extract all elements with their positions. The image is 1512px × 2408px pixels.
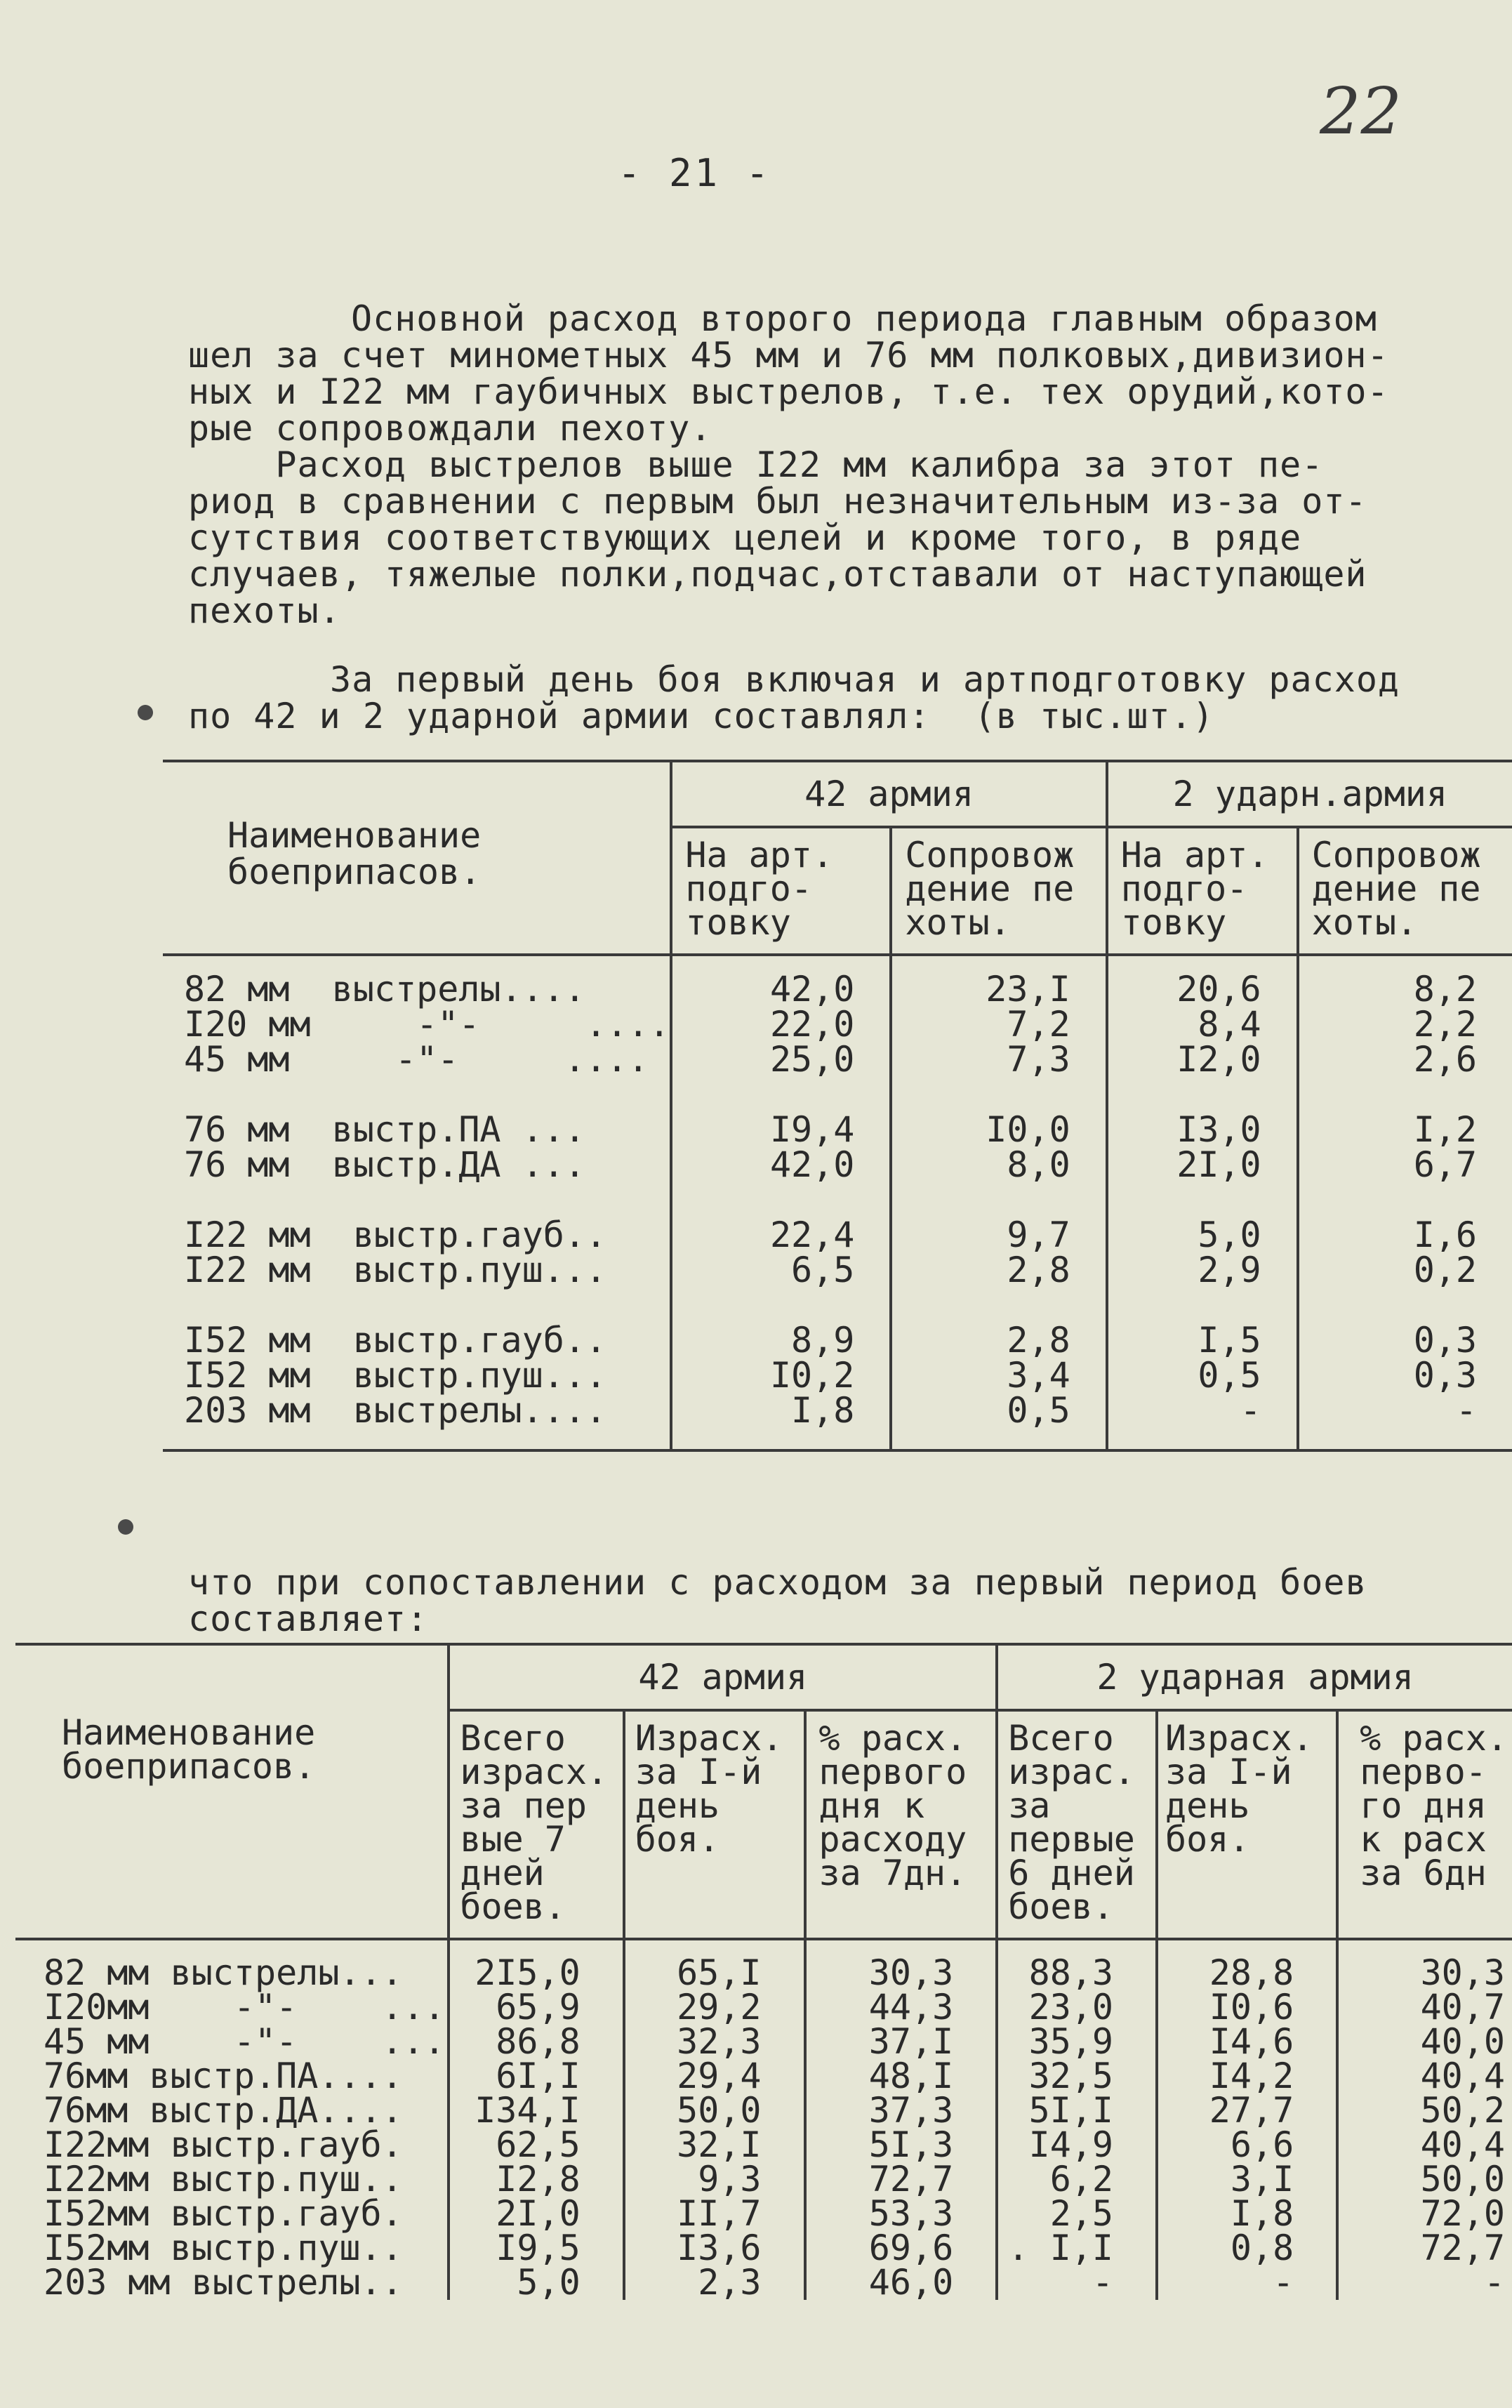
ammo-label: I22 мм выстр.гауб..: [184, 1215, 607, 1255]
value-cell: 72,7: [1420, 2228, 1505, 2268]
value-cell: 2,3: [698, 2262, 762, 2303]
value-cell: 2I5,0: [475, 1952, 581, 1993]
subheader-support: Сопровож дение пе хоты.: [1311, 835, 1481, 943]
value-cell: I3,6: [677, 2228, 762, 2268]
paragraph-line: пехоты.: [188, 590, 341, 631]
value-cell: 2,2: [1413, 1004, 1477, 1045]
value-cell: 2,8: [1007, 1250, 1070, 1290]
subheader-first-day: Израсх. за I-й день боя.: [1165, 1718, 1313, 1860]
paragraph-line: что при сопоставлении с расходом за первый период боев: [188, 1562, 1367, 1603]
group-header-42-army: 42 армия: [449, 1644, 997, 1710]
value-cell: 50,0: [677, 2090, 762, 2131]
name-column-header: Наименование боеприпасов.: [62, 1712, 316, 1787]
value-cell: I,5: [1198, 1320, 1261, 1361]
value-cell: 65,I: [677, 1952, 762, 1993]
value-cell: I,8: [791, 1390, 855, 1431]
ammo-label: I52мм выстр.гауб.: [44, 2193, 403, 2234]
ammo-label: I20мм -"- ...: [44, 1987, 445, 2027]
value-cell: 46,0: [868, 2262, 954, 2303]
paragraph-line: по 42 и 2 ударной армии составлял: (в тыс.шт.): [188, 696, 1214, 736]
value-cell: -: [1455, 1390, 1477, 1431]
paragraph-line: Основной расход второго периода главным образом: [351, 298, 1377, 339]
ammo-label: I52 мм выстр.пуш...: [184, 1355, 607, 1396]
value-cell: 62,5: [496, 2124, 581, 2165]
value-cell: 7,2: [1007, 1004, 1070, 1045]
value-cell: 8,4: [1198, 1004, 1261, 1045]
value-cell: I,6: [1413, 1215, 1477, 1255]
value-cell: -: [1483, 2262, 1505, 2303]
handwritten-page-number: 22: [1320, 74, 1402, 149]
value-cell: 2I,0: [1176, 1144, 1261, 1185]
paragraph-line: Расход выстрелов выше I22 мм калибра за этот пе-: [188, 444, 1324, 485]
paragraph-line: составляет:: [188, 1599, 429, 1639]
value-cell: 27,7: [1209, 2090, 1294, 2131]
value-cell: . I,I: [1007, 2228, 1114, 2268]
value-cell: 32,5: [1028, 2056, 1114, 2096]
value-cell: -: [1240, 1390, 1261, 1431]
ammo-label: 45 мм -"- ....: [184, 1039, 649, 1080]
subheader-percent: % расх. первого дня к расходу за 7дн.: [818, 1718, 967, 1893]
paragraph-line: За первый день боя включая и артподготовку расход: [330, 659, 1400, 700]
value-cell: 2I,0: [496, 2193, 581, 2234]
ammo-label: 45 мм -"- ...: [44, 2021, 445, 2062]
paragraph-line: сутствия соответствующих целей и кроме того, в ряде: [188, 517, 1302, 558]
ammo-label: 203 мм выстрелы....: [184, 1390, 607, 1431]
value-cell: 9,3: [698, 2159, 762, 2199]
value-cell: 69,6: [868, 2228, 954, 2268]
value-cell: 72,7: [868, 2159, 954, 2199]
value-cell: II,7: [677, 2193, 762, 2234]
value-cell: I4,9: [1028, 2124, 1114, 2165]
value-cell: 72,0: [1420, 2193, 1505, 2234]
ammo-label: I52мм выстр.пуш..: [44, 2228, 403, 2268]
value-cell: 6I,I: [496, 2056, 581, 2096]
group-header-2-shock-army: 2 ударн.армия: [1107, 761, 1512, 827]
value-cell: 42,0: [769, 969, 855, 1010]
value-cell: 20,6: [1176, 969, 1261, 1010]
subheader-support: Сопровож дение пе хоты.: [905, 835, 1075, 943]
value-cell: 40,4: [1420, 2124, 1505, 2165]
group-header-42-army: 42 армия: [671, 761, 1106, 827]
ammo-label: 82 мм выстрелы....: [184, 969, 585, 1010]
subheader-total-6-days: Всего израс. за первые 6 дней боев.: [1008, 1718, 1135, 1927]
value-cell: 50,0: [1420, 2159, 1505, 2199]
value-cell: 2,6: [1413, 1039, 1477, 1080]
value-cell: 37,3: [868, 2090, 954, 2131]
paragraph-line: риод в сравнении с первым был незначительным из-за от-: [188, 481, 1367, 522]
value-cell: I4,2: [1209, 2056, 1294, 2096]
value-cell: 7,3: [1007, 1039, 1070, 1080]
ammo-label: I22 мм выстр.пуш...: [184, 1250, 607, 1290]
value-cell: 0,5: [1007, 1390, 1070, 1431]
paragraph-line: ных и I22 мм гаубичных выстрелов, т.е. тех орудий,кото-: [188, 371, 1389, 412]
value-cell: 86,8: [496, 2021, 581, 2062]
value-cell: 35,9: [1028, 2021, 1114, 2062]
value-cell: 28,8: [1209, 1952, 1294, 1993]
value-cell: 23,I: [986, 969, 1070, 1010]
paragraph-line: шел за счет минометных 45 мм и 76 мм полковых,дивизион-: [188, 335, 1389, 376]
value-cell: 44,3: [868, 1987, 954, 2027]
subheader-first-day: Израсх. за I-й день боя.: [635, 1718, 783, 1860]
subheader-percent: % расх. перво- го дня к расх за 6дн: [1360, 1718, 1508, 1893]
value-cell: I4,6: [1209, 2021, 1294, 2062]
paragraph-line: случаев, тяжелые полки,подчас,отставали от наступающей: [188, 554, 1367, 595]
value-cell: 0,2: [1413, 1250, 1477, 1290]
value-cell: 5,0: [517, 2262, 581, 2303]
ammo-label: I52 мм выстр.гауб..: [184, 1320, 607, 1361]
value-cell: 5,0: [1198, 1215, 1261, 1255]
value-cell: 0,8: [1230, 2228, 1294, 2268]
value-cell: 9,7: [1007, 1215, 1070, 1255]
value-cell: 65,9: [496, 1987, 581, 2027]
value-cell: 2,5: [1049, 2193, 1114, 2234]
value-cell: 30,3: [1420, 1952, 1505, 1993]
value-cell: 50,2: [1420, 2090, 1505, 2131]
value-cell: I34,I: [475, 2090, 581, 2131]
paragraph-line: рые сопровождали пехоту.: [188, 408, 712, 449]
value-cell: 3,4: [1007, 1355, 1070, 1396]
value-cell: 0,3: [1413, 1320, 1477, 1361]
value-cell: I0,2: [769, 1355, 855, 1396]
first-day-consumption-table: [163, 760, 1512, 1452]
value-cell: 0,3: [1413, 1355, 1477, 1396]
value-cell: 22,0: [769, 1004, 855, 1045]
value-cell: 8,9: [791, 1320, 855, 1361]
value-cell: 40,7: [1420, 1987, 1505, 2027]
value-cell: 88,3: [1028, 1952, 1114, 1993]
subheader-prep: На арт. подго- товку: [685, 835, 834, 943]
ammo-label: 203 мм выстрелы..: [44, 2262, 403, 2303]
value-cell: I2,8: [496, 2159, 581, 2199]
value-cell: 32,3: [677, 2021, 762, 2062]
value-cell: 53,3: [868, 2193, 954, 2234]
value-cell: 32,I: [677, 2124, 762, 2165]
value-cell: I9,4: [769, 1109, 855, 1150]
value-cell: I3,0: [1176, 1109, 1261, 1150]
value-cell: I,8: [1230, 2193, 1294, 2234]
subheader-prep: На арт. подго- товку: [1120, 835, 1269, 943]
value-cell: 6,5: [791, 1250, 855, 1290]
value-cell: I,2: [1413, 1109, 1477, 1150]
ammo-label: I22мм выстр.гауб.: [44, 2124, 403, 2165]
value-cell: 30,3: [868, 1952, 954, 1993]
value-cell: -: [1092, 2262, 1114, 2303]
ammo-label: 76мм выстр.ПА....: [44, 2056, 403, 2096]
value-cell: I2,0: [1176, 1039, 1261, 1080]
page-number: - 21 -: [618, 151, 772, 195]
value-cell: 29,2: [677, 1987, 762, 2027]
name-column-header: Наименование боеприпасов.: [227, 815, 482, 892]
value-cell: 8,2: [1413, 969, 1477, 1010]
ammo-label: 76 мм выстр.ПА ...: [184, 1109, 585, 1150]
value-cell: 5I,I: [1028, 2090, 1114, 2131]
value-cell: 0,5: [1198, 1355, 1261, 1396]
ammo-label: I20 мм -"- ....: [184, 1004, 670, 1045]
value-cell: I0,0: [986, 1109, 1070, 1150]
value-cell: 3,I: [1230, 2159, 1294, 2199]
ink-blot: [138, 705, 153, 720]
ammo-label: I22мм выстр.пуш..: [44, 2159, 403, 2199]
value-cell: 8,0: [1007, 1144, 1070, 1185]
ink-blot: [118, 1519, 133, 1535]
value-cell: 2,8: [1007, 1320, 1070, 1361]
ammo-label: 82 мм выстрелы...: [44, 1952, 403, 1993]
value-cell: -: [1273, 2262, 1294, 2303]
value-cell: 6,2: [1049, 2159, 1114, 2199]
ammo-label: 76мм выстр.ДА....: [44, 2090, 403, 2131]
value-cell: 25,0: [769, 1039, 855, 1080]
value-cell: 2,9: [1198, 1250, 1261, 1290]
value-cell: I0,6: [1209, 1987, 1294, 2027]
value-cell: 6,6: [1230, 2124, 1294, 2165]
value-cell: 48,I: [868, 2056, 954, 2096]
subheader-total-7-days: Всего израсх. за пер вые 7 дней боев.: [460, 1718, 609, 1927]
ammo-label: 76 мм выстр.ДА ...: [184, 1144, 585, 1185]
value-cell: 5I,3: [868, 2124, 954, 2165]
value-cell: 22,4: [769, 1215, 855, 1255]
value-cell: 42,0: [769, 1144, 855, 1185]
value-cell: 23,0: [1028, 1987, 1114, 2027]
value-cell: 29,4: [677, 2056, 762, 2096]
group-header-2-shock-army: 2 ударная армия: [997, 1644, 1512, 1710]
value-cell: 37,I: [868, 2021, 954, 2062]
value-cell: I9,5: [496, 2228, 581, 2268]
value-cell: 40,0: [1420, 2021, 1505, 2062]
comparison-table: [15, 1643, 1512, 2303]
value-cell: 40,4: [1420, 2056, 1505, 2096]
value-cell: 6,7: [1413, 1144, 1477, 1185]
